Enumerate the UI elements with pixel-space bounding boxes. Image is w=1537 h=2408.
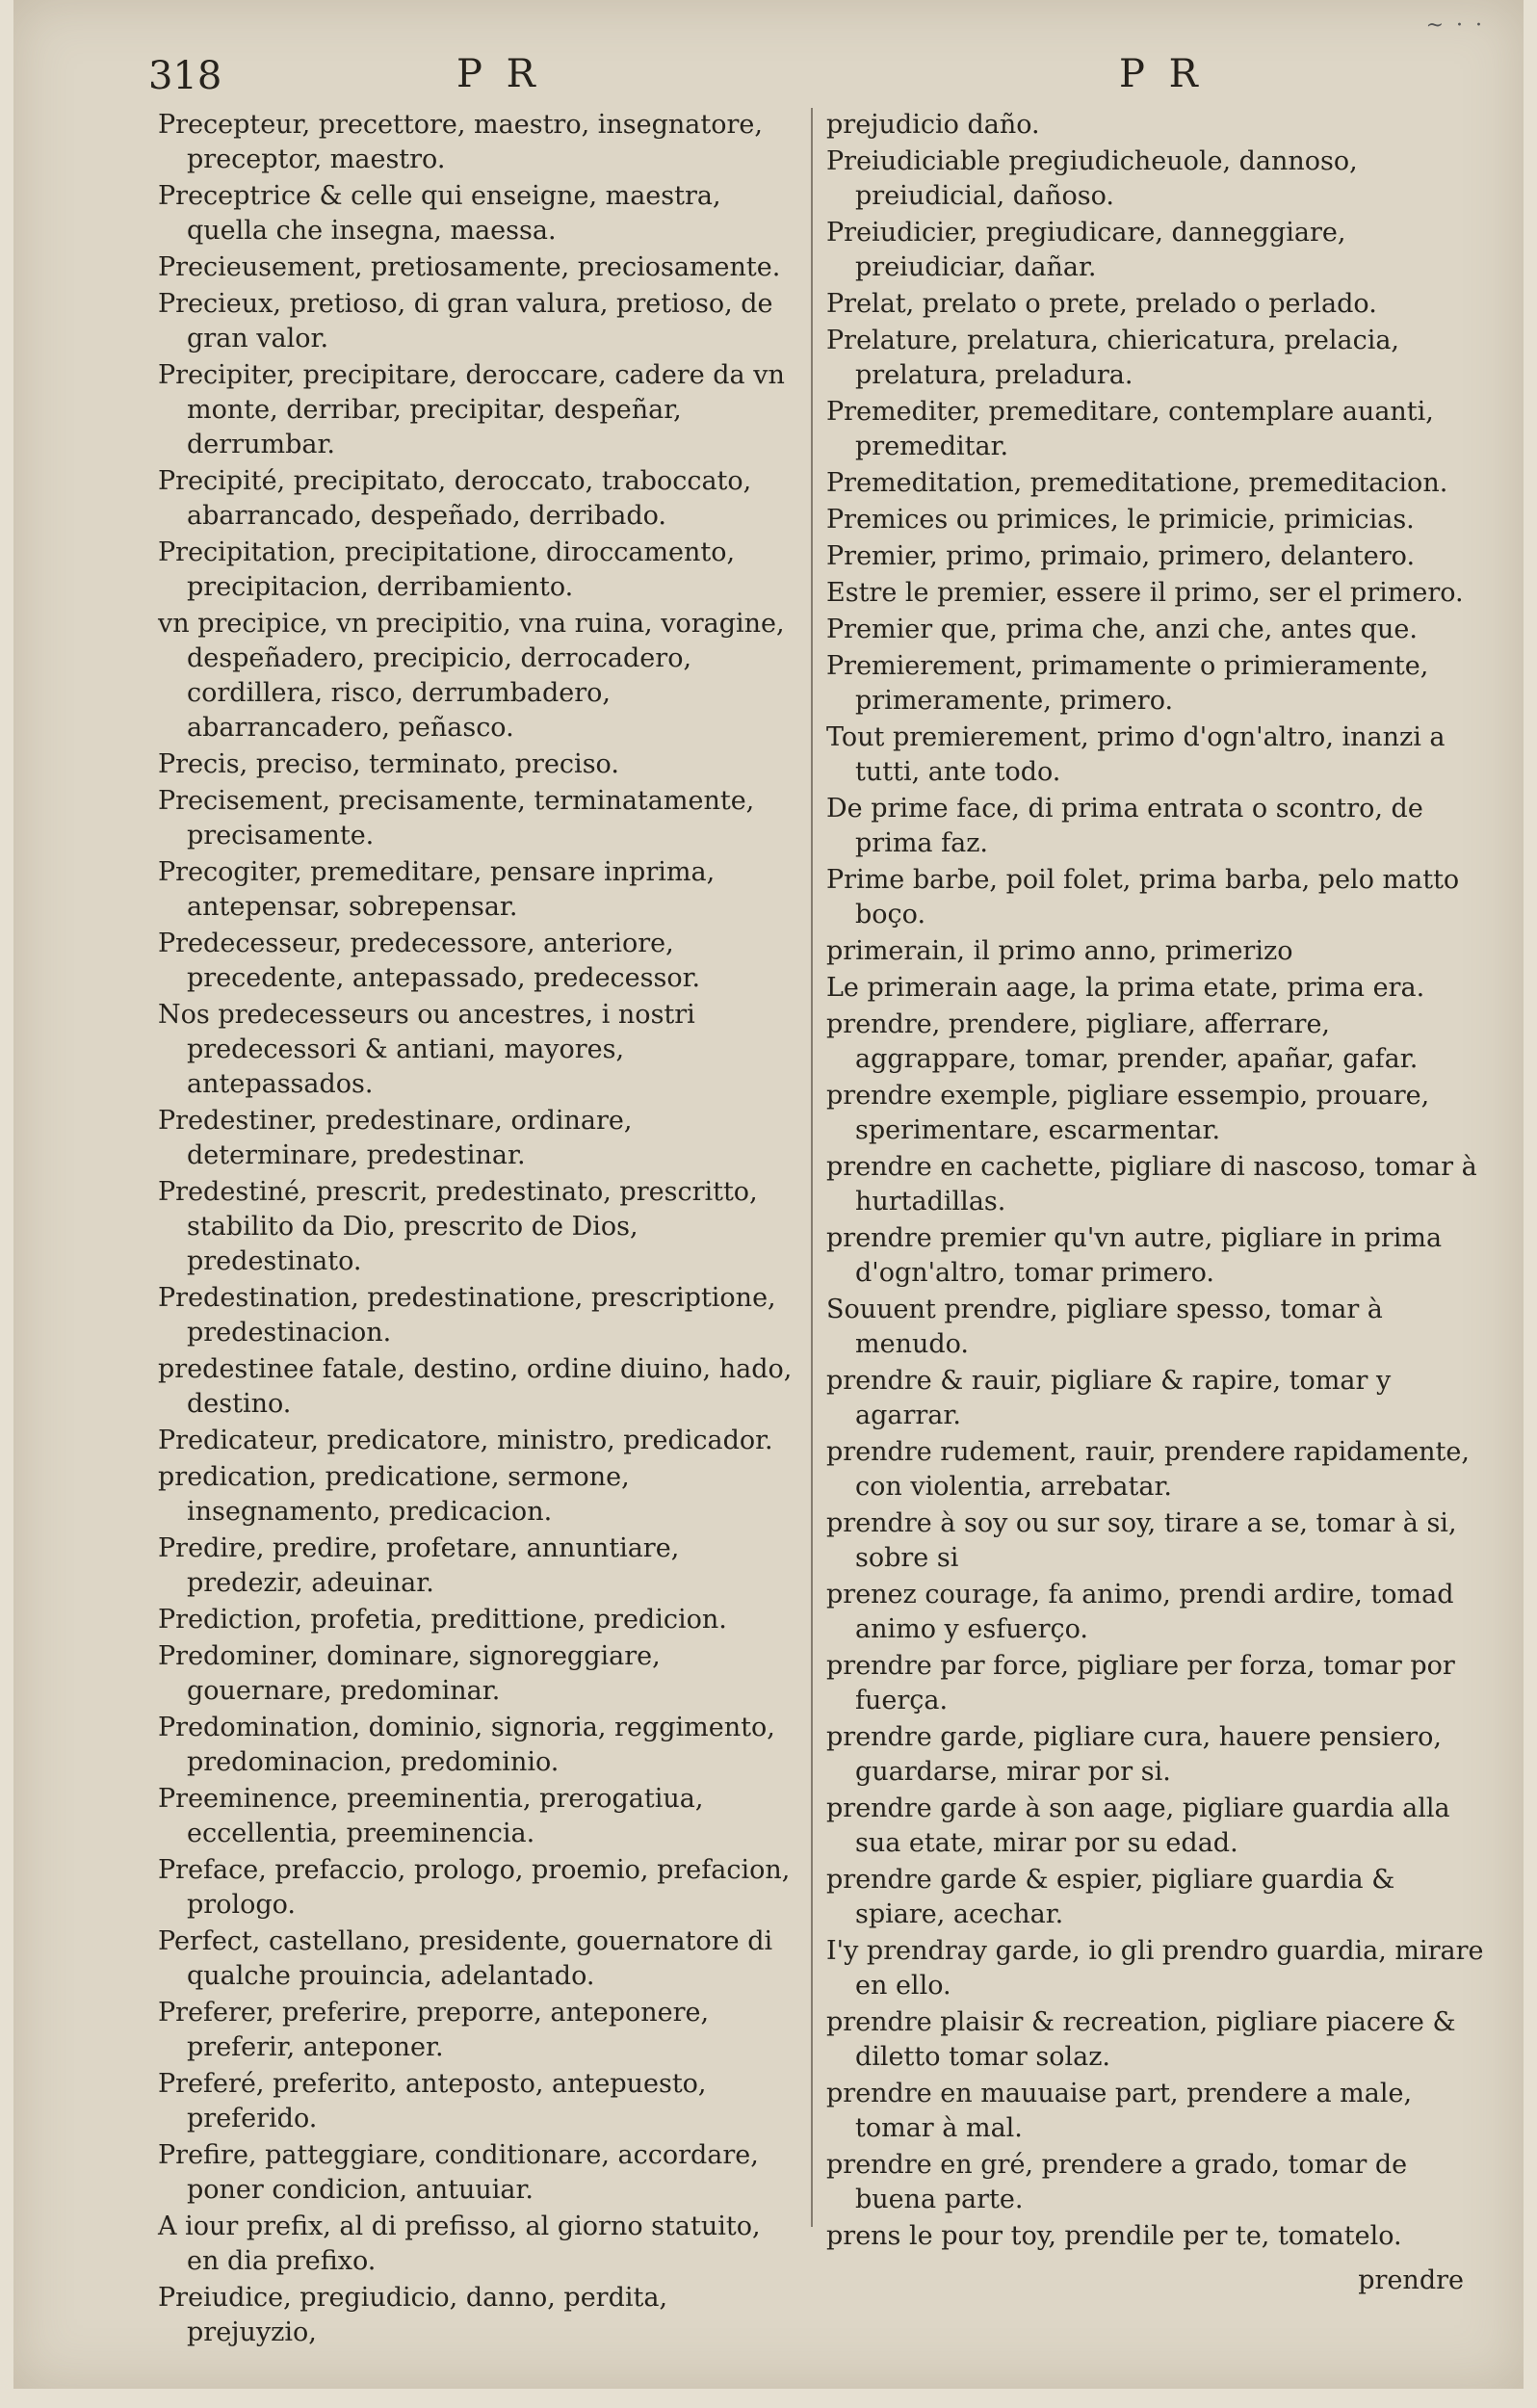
dictionary-entry: Precogiter, premeditare, pensare inprima, antepensar, sobrepensar. [158, 857, 716, 922]
dictionary-entry: Perfect, castellano, presidente, gouernatore di qualche prouincia, adelantado. [158, 1926, 773, 1991]
dictionary-entry: Precieusement, pretiosamente, preciosamente. [158, 252, 781, 282]
dictionary-entry: prendre plaisir & recreation, pigliare piacere & diletto tomar solaz. [826, 2007, 1456, 2072]
dictionary-entry: Estre le premier, essere il primo, ser el primero. [826, 578, 1464, 608]
dictionary-entry: Predecesseur, predecessore, anteriore, precedente, antepassado, predecessor. [158, 929, 701, 993]
dictionary-entry: Precieux, pretioso, di gran valura, pretioso, de gran valor. [158, 289, 773, 353]
dictionary-entry: Precipiter, precipitare, deroccare, cadere da vn monte, derribar, precipitar, despeñar, derrumbar. [158, 360, 785, 459]
dictionary-entry: Preferé, preferito, anteposto, antepuesto, preferido. [158, 2069, 707, 2133]
dictionary-entry: Prime barbe, poil folet, prima barba, pelo matto boço. [826, 865, 1460, 929]
dictionary-entry: Predestiné, prescrit, predestinato, prescritto, stabilito da Dio, prescrito de Dios, predestinato. [158, 1177, 758, 1276]
dictionary-entry: prens le pour toy, prendile per te, tomatelo. [826, 2221, 1402, 2251]
dictionary-entry: Precis, preciso, terminato, preciso. [158, 749, 619, 779]
dictionary-entry: Predomination, dominio, signoria, reggimento, predominacion, predominio. [158, 1713, 775, 1777]
page-number: 318 [148, 54, 222, 98]
book-page [13, 0, 1524, 2389]
dictionary-entry: Predicateur, predicatore, ministro, predicador. [158, 1426, 773, 1455]
dictionary-entry: Premediter, premeditare, contemplare auanti, premeditar. [826, 397, 1434, 461]
dictionary-entry: Preiudice, pregiudicio, danno, perdita, prejuyzio, [158, 2283, 668, 2347]
dictionary-entry: prendre en mauuaise part, prendere a male, tomar à mal. [826, 2079, 1413, 2143]
dictionary-entry: prendre & rauir, pigliare & rapire, tomar y agarrar. [826, 1366, 1392, 1430]
column-divider [811, 108, 813, 2227]
dictionary-entry: vn precipice, vn precipitio, vna ruina, voragine, despeñadero, precipicio, derrocadero, cordillera, risco, derrumbadero, abarrancadero, peñasco. [158, 609, 785, 743]
dictionary-entry: prendre en cachette, pigliare di nascoso, tomar à hurtadillas. [826, 1152, 1477, 1217]
dictionary-entry: A iour prefix, al di prefisso, al giorno statuito, en dia prefixo. [158, 2212, 761, 2276]
dictionary-entry: prendre exemple, pigliare essempio, prouare, sperimentare, escarmentar. [826, 1081, 1430, 1145]
dictionary-entry: prendre à soy ou sur soy, tirare a se, tomar à si, sobre si [826, 1508, 1457, 1573]
dictionary-entry: Predire, predire, profetare, annuntiare, predezir, adeuinar. [158, 1533, 680, 1598]
dictionary-entry: Nos predecesseurs ou ancestres, i nostri predecessori & antiani, mayores, antepassados. [158, 1000, 695, 1099]
dictionary-entry: Precisement, precisamente, terminatamente, precisamente. [158, 786, 755, 851]
dictionary-entry: Predestination, predestinatione, prescriptione, predestinacion. [158, 1283, 776, 1348]
dictionary-entry: prendre premier qu'vn autre, pigliare in prima d'ogn'altro, tomar primero. [826, 1223, 1443, 1288]
dictionary-entry: Tout premierement, primo d'ogn'altro, inanzi a tutti, ante todo. [826, 722, 1446, 787]
left-running-head: P R [456, 52, 541, 96]
dictionary-entry: Precipité, precipitato, deroccato, traboccato, abarrancado, despeñado, derribado. [158, 466, 752, 531]
dictionary-entry: prendre garde, pigliare cura, hauere pensiero, guardarse, mirar por si. [826, 1722, 1442, 1787]
dictionary-entry: prendre garde à son aage, pigliare guardia alla sua etate, mirar por su edad. [826, 1793, 1450, 1858]
dictionary-entry: Preceptrice & celle qui enseigne, maestra, quella che insegna, maessa. [158, 181, 721, 246]
dictionary-entry: prendre rudement, rauir, prendere rapidamente, con violentia, arrebatar. [826, 1437, 1470, 1502]
top-marks: ~ · · [1425, 13, 1485, 38]
dictionary-entry: Precipitation, precipitatione, diroccamento, precipitacion, derribamiento. [158, 537, 736, 602]
dictionary-entry: Preferer, preferire, preporre, anteponere, preferir, anteponer. [158, 1998, 710, 2062]
dictionary-entry: Premier que, prima che, anzi che, antes que. [826, 615, 1418, 644]
dictionary-entry: Predominer, dominare, signoreggiare, gouernare, predominar. [158, 1641, 661, 1706]
dictionary-entry: Prelature, prelatura, chiericatura, prelacia, prelatura, preladura. [826, 326, 1400, 390]
dictionary-entry: prejudicio daño. [826, 110, 1040, 140]
dictionary-entry: predestinee fatale, destino, ordine diuino, hado, destino. [158, 1354, 793, 1419]
dictionary-entry: De prime face, di prima entrata o scontro, de prima faz. [826, 794, 1423, 858]
right-column [826, 108, 1487, 2256]
dictionary-entry: Prefire, patteggiare, conditionare, accordare, poner condicion, antuuiar. [158, 2140, 759, 2205]
dictionary-entry: Preeminence, preeminentia, prerogatiua, eccellentia, preeminencia. [158, 1784, 704, 1848]
dictionary-entry: Premeditation, premeditatione, premeditacion. [826, 468, 1448, 498]
dictionary-entry: prenez courage, fa animo, prendi ardire, tomad animo y esfuerço. [826, 1580, 1454, 1644]
dictionary-entry: prendre, prendere, pigliare, afferrare, aggrappare, tomar, prender, apañar, gafar. [826, 1009, 1419, 1074]
right-running-head: P R [1119, 52, 1204, 96]
dictionary-entry: Precepteur, precettore, maestro, insegnatore, preceptor, maestro. [158, 110, 763, 174]
dictionary-entry: prendre en gré, prendere a grado, tomar de buena parte. [826, 2150, 1408, 2214]
left-column [158, 108, 794, 2352]
dictionary-entry: Preiudicier, pregiudicare, danneggiare, preiudiciar, dañar. [826, 218, 1346, 282]
dictionary-entry: Souuent prendre, pigliare spesso, tomar à menudo. [826, 1295, 1383, 1359]
dictionary-entry: Predestiner, predestinare, ordinare, determinare, predestinar. [158, 1106, 633, 1170]
dictionary-entry: prendre garde & espier, pigliare guardia & spiare, acechar. [826, 1865, 1395, 1929]
dictionary-entry: Prediction, profetia, predittione, predicion. [158, 1605, 727, 1635]
dictionary-entry: Prelat, prelato o prete, prelado o perlado. [826, 289, 1377, 319]
catchword: prendre [1358, 2265, 1464, 2295]
dictionary-entry: predication, predicatione, sermone, insegnamento, predicacion. [158, 1462, 630, 1527]
dictionary-entry: prendre par force, pigliare per forza, tomar por fuerça. [826, 1651, 1455, 1715]
dictionary-entry: Preiudiciable pregiudicheuole, dannoso, preiudicial, dañoso. [826, 146, 1358, 211]
dictionary-entry: Le primerain aage, la prima etate, prima era. [826, 973, 1425, 1003]
dictionary-entry: Premices ou primices, le primicie, primicias. [826, 505, 1415, 535]
dictionary-entry: Premier, primo, primaio, primero, delantero. [826, 541, 1416, 571]
dictionary-entry: primerain, il primo anno, primerizo [826, 936, 1293, 966]
dictionary-entry: I'y prendray garde, io gli prendro guardia, mirare en ello. [826, 1936, 1484, 2001]
dictionary-entry: Preface, prefaccio, prologo, proemio, prefacion, prologo. [158, 1855, 791, 1920]
dictionary-entry: Premierement, primamente o primieramente, primeramente, primero. [826, 651, 1429, 716]
